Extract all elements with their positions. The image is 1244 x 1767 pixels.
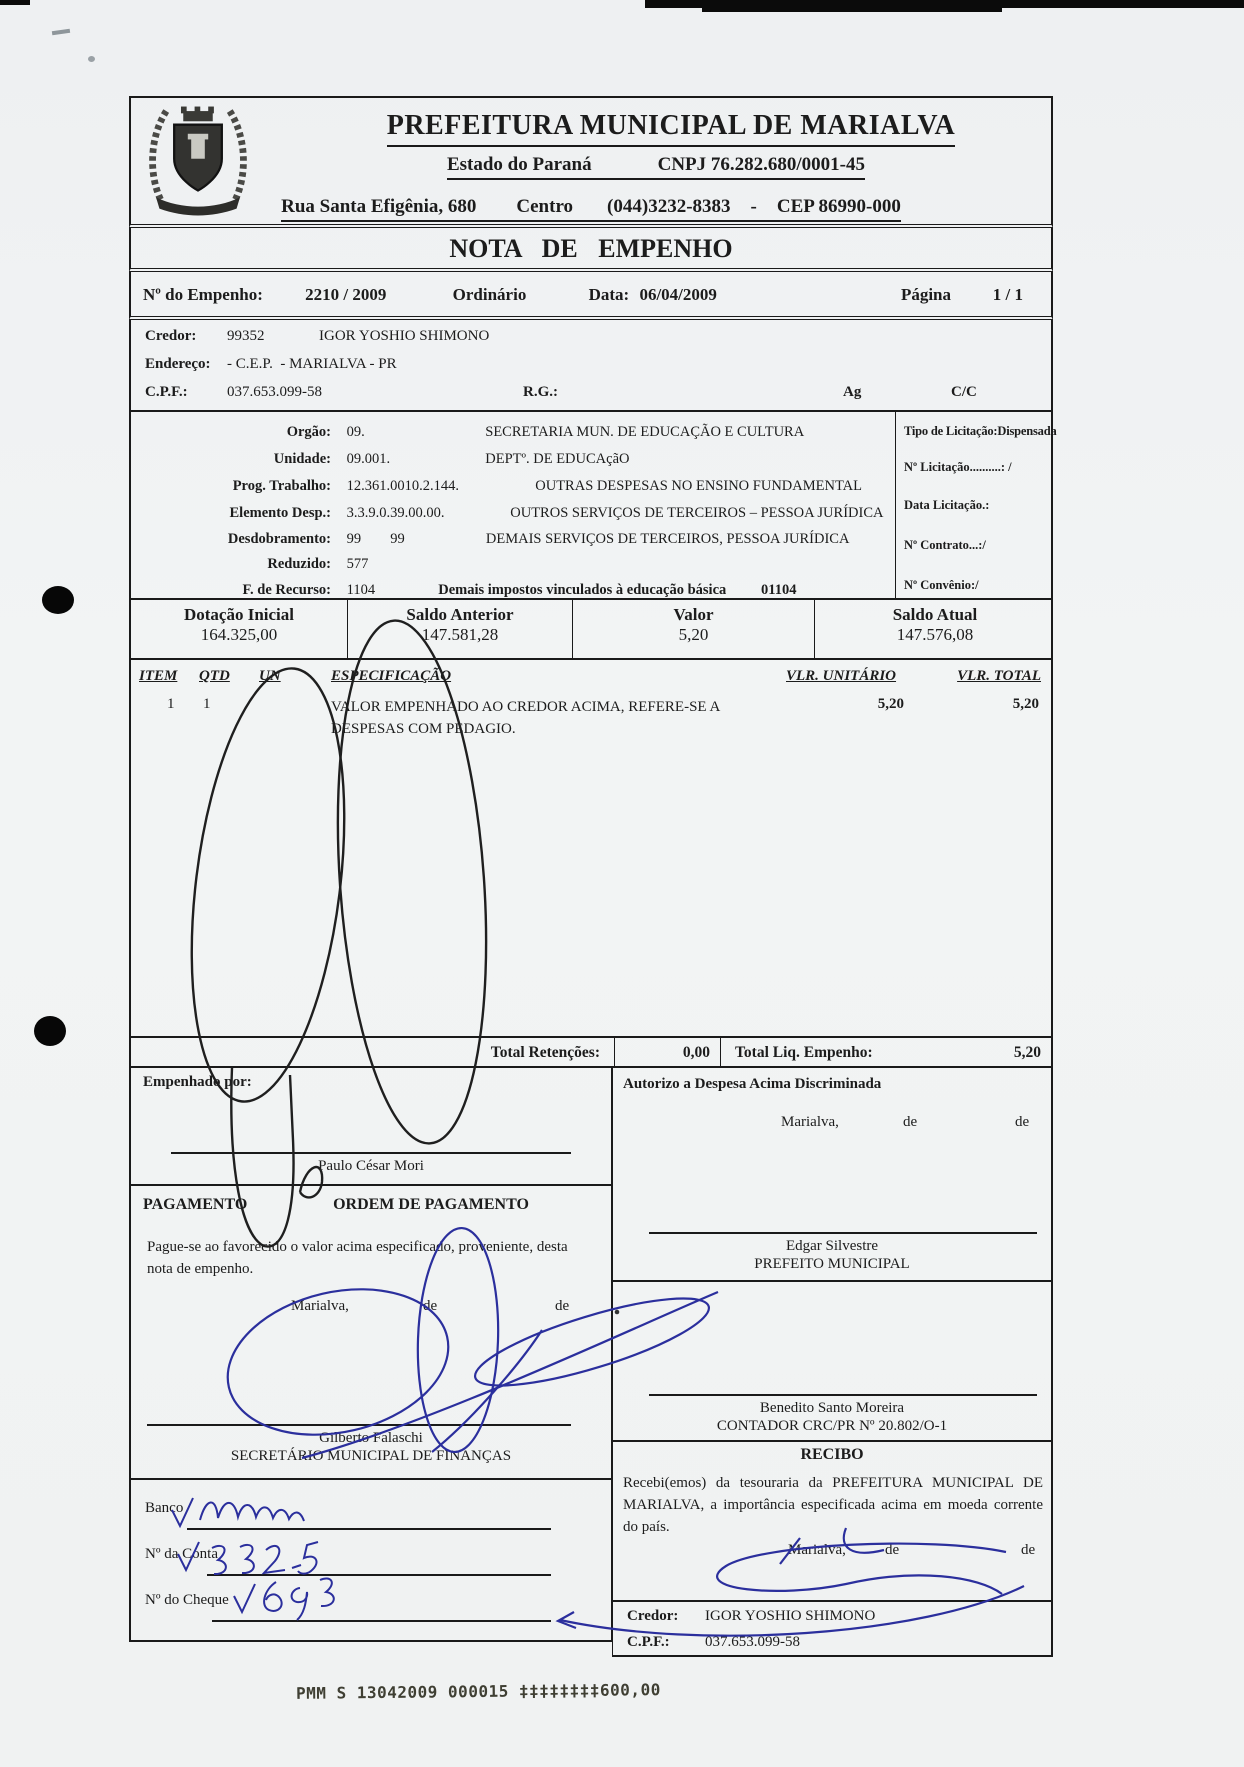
document-title-band xyxy=(129,228,1053,272)
empenho-date-label: Data: xyxy=(588,285,630,304)
receipt-creditor-row xyxy=(613,1600,1051,1657)
authorization-city: Marialva, xyxy=(781,1114,839,1130)
receipt-creditor-name: IGOR YOSHIO SHIMONO xyxy=(705,1608,876,1624)
items-area xyxy=(129,660,1053,1036)
net-total-label: Total Liq. Empenho: xyxy=(735,1044,873,1061)
row-code2: 99 xyxy=(390,531,405,547)
classification-row xyxy=(131,582,797,599)
finance-secretary-name: Gilberto Falaschi xyxy=(319,1430,423,1446)
cheque-number-label: Nº do Cheque xyxy=(145,1592,229,1608)
row-code: 3.3.9.0.39.00.00. xyxy=(346,505,445,521)
cheque-line xyxy=(212,1620,551,1622)
licitacao-column xyxy=(895,412,1055,598)
row-desc: Demais impostos vinculados à educação básica xyxy=(438,582,727,598)
row-code: 09.001. xyxy=(346,451,391,467)
row-code: 1104 xyxy=(346,582,376,598)
pen-smudge xyxy=(88,56,95,62)
payment-order-box xyxy=(131,1186,611,1480)
dotacao-value: 5,20 xyxy=(678,625,709,644)
item-description: VALOR EMPENHADO AO CREDOR ACIMA, REFERE-SE A DESPESAS COM PEDAGIO. xyxy=(331,699,720,737)
row-desc: OUTRAS DESPESAS NO ENSINO FUNDAMENTAL xyxy=(535,478,862,494)
page-title: PREFEITURA MUNICIPAL DE MARIALVA xyxy=(387,110,956,147)
header-phone: (044)3232-8383 xyxy=(607,196,731,217)
cpf-value: 037.653.099-58 xyxy=(227,384,322,400)
classification-row xyxy=(131,531,849,548)
dot-matrix-print: PMM S 13042009 000015 ‡‡‡‡‡‡‡‡600,00 xyxy=(295,1680,661,1703)
net-total-value: 5,20 xyxy=(1013,1044,1041,1061)
dotacao-header: Dotação Inicial xyxy=(183,605,295,624)
signature-line xyxy=(649,1232,1037,1234)
header-dash: - xyxy=(750,196,757,217)
agency-label: Ag xyxy=(843,384,862,400)
net-total-cell xyxy=(720,1038,1055,1066)
totals-row xyxy=(129,1036,1053,1068)
header-street: Rua Santa Efigênia, 680 xyxy=(281,196,477,217)
receipt-creditor-label: Credor: xyxy=(627,1608,679,1624)
row-code: 577 xyxy=(346,556,369,572)
item-unit-value: 5,20 xyxy=(877,696,904,712)
classification-row xyxy=(131,451,630,468)
empenho-number-label: Nº do Empenho: xyxy=(143,285,263,304)
committed-by-name: Paulo César Mori xyxy=(318,1158,424,1174)
address-label: Endereço: xyxy=(145,356,211,372)
header-state: Estado do Paraná xyxy=(446,154,592,175)
items-col-header: VLR. TOTAL xyxy=(957,668,1041,684)
items-col-header: QTD xyxy=(199,668,230,684)
committed-by-label: Empenhado por: xyxy=(143,1074,252,1090)
account-line xyxy=(207,1574,551,1576)
retentions-cell xyxy=(131,1038,614,1066)
signature-line xyxy=(649,1394,1037,1396)
items-col-header: UN xyxy=(259,668,281,684)
row-label: Elemento Desp.: xyxy=(229,505,331,521)
payment-city: Marialva, xyxy=(291,1298,349,1314)
receipt-city: Marialva, xyxy=(788,1542,846,1558)
hole-punch-mark xyxy=(34,1016,66,1046)
receipt-cpf-value: 037.653.099-58 xyxy=(705,1634,800,1650)
receipt-body: Recebi(emos) da tesouraria da PREFEITURA MUNICIPAL DE MARIALVA, a importância especificada acima em moeda corrente do país. xyxy=(623,1475,1043,1535)
document-title: NOTA DE EMPENHO xyxy=(449,234,733,263)
rg-label: R.G.: xyxy=(523,384,558,400)
signature-line xyxy=(171,1152,571,1154)
empenho-number-row xyxy=(129,272,1053,320)
classification-row xyxy=(131,424,804,441)
cpf-label: C.P.F.: xyxy=(145,384,188,400)
dotacao-cell xyxy=(572,600,814,658)
dotacao-cell xyxy=(347,600,572,658)
receipt-de: de xyxy=(1021,1542,1036,1558)
classification-row xyxy=(131,505,883,522)
row-label: Orgão: xyxy=(286,424,331,440)
payment-title: PAGAMENTO xyxy=(143,1196,248,1213)
right-column xyxy=(612,1068,1053,1657)
receipt-title: RECIBO xyxy=(800,1446,864,1463)
page-number-label: Página xyxy=(900,285,951,304)
empenho-number-value: 2210 / 2009 xyxy=(305,285,387,304)
account-label: C/C xyxy=(951,384,977,400)
authorization-de: de xyxy=(1015,1114,1030,1130)
receipt-de: de xyxy=(885,1542,900,1558)
retentions-label: Total Retenções: xyxy=(490,1044,600,1061)
licitacao-line: Data Licitação.: xyxy=(904,498,990,512)
empenho-type: Ordinário xyxy=(452,285,527,304)
row-desc: OUTROS SERVIÇOS DE TERCEIROS – PESSOA JURÍDICA xyxy=(510,505,884,521)
creditor-box xyxy=(129,320,1053,412)
header-cnpj: CNPJ 76.282.680/0001-45 xyxy=(657,154,866,175)
classification-row xyxy=(131,478,862,495)
accountant-role: CONTADOR CRC/PR Nº 20.802/O-1 xyxy=(716,1418,948,1434)
licitacao-line: Nº Licitação..........: / xyxy=(904,460,1012,474)
row-desc: DEPTº. DE EDUCAçãO xyxy=(485,451,630,467)
authorization-de: de xyxy=(903,1114,918,1130)
dotacao-header: Saldo Atual xyxy=(892,605,978,624)
items-col-header: ITEM xyxy=(139,668,178,684)
accountant-name: Benedito Santo Moreira xyxy=(759,1400,905,1416)
row-desc: SECRETARIA MUN. DE EDUCAÇÃO E CULTURA xyxy=(485,424,805,440)
authorization-title: Autorizo a Despesa Acima Discriminada xyxy=(623,1076,882,1092)
budget-classification-box xyxy=(129,412,1057,600)
header-cep: CEP 86990-000 xyxy=(776,196,901,217)
payment-order-body: Pague-se ao favorecido o valor acima especificado, proveniente, desta nota de empenho. xyxy=(147,1239,568,1277)
scan-edge-bar xyxy=(0,0,30,5)
authorization-box xyxy=(613,1068,1051,1282)
row-label: F. de Recurso: xyxy=(242,582,331,598)
row-code: 12.361.0010.2.144. xyxy=(346,478,459,494)
committed-by-box xyxy=(131,1068,611,1186)
creditor-label: Credor: xyxy=(145,328,197,344)
header-district: Centro xyxy=(516,196,574,217)
mayor-name: Edgar Silvestre xyxy=(785,1238,879,1254)
hole-punch-mark xyxy=(42,586,74,614)
item-total-value: 5,20 xyxy=(1012,696,1039,712)
bank-label: Banco xyxy=(145,1500,184,1516)
row-label: Prog. Trabalho: xyxy=(232,478,331,494)
row-code: 99 xyxy=(346,531,362,547)
accountant-box xyxy=(613,1282,1051,1442)
dotacao-header: Saldo Anterior xyxy=(406,605,514,624)
bank-line xyxy=(187,1528,551,1530)
classification-row xyxy=(131,556,482,573)
bank-box xyxy=(131,1480,611,1642)
dotacao-cell xyxy=(814,600,1055,658)
resource-code: 01104 xyxy=(761,582,797,598)
page-number-value: 1 / 1 xyxy=(992,285,1023,304)
row-label: Unidade: xyxy=(273,451,331,467)
pen-smudge xyxy=(52,29,70,35)
dotacao-cell xyxy=(131,600,347,658)
receipt-box xyxy=(613,1442,1051,1657)
dotacao-value: 147.581,28 xyxy=(421,625,499,644)
account-number-label: Nº da Conta xyxy=(145,1546,218,1562)
budget-balance-table xyxy=(129,600,1053,660)
licitacao-line: Nº Contrato...:/ xyxy=(904,538,986,552)
item-number: 1 xyxy=(167,696,175,712)
address-value: - C.E.P. - MARIALVA - PR xyxy=(227,356,397,372)
creditor-name: IGOR YOSHIO SHIMONO xyxy=(319,328,490,344)
receipt-cpf-label: C.P.F.: xyxy=(627,1634,670,1650)
empenho-date-value: 06/04/2009 xyxy=(639,285,717,304)
dotacao-value: 147.576,08 xyxy=(896,625,974,644)
item-quantity: 1 xyxy=(203,696,211,712)
licitacao-line: Tipo de Licitação:Dispensada xyxy=(904,424,1057,438)
payment-order-title: ORDEM DE PAGAMENTO xyxy=(333,1196,529,1213)
licitacao-line: Nº Convênio:/ xyxy=(904,578,979,592)
retentions-value-cell xyxy=(614,1038,720,1066)
left-column xyxy=(129,1068,612,1642)
row-label: Desdobramento: xyxy=(227,531,331,547)
payment-de: de xyxy=(555,1298,570,1314)
items-col-header: ESPECIFICAÇÃO xyxy=(331,668,452,684)
row-desc: DEMAIS SERVIÇOS DE TERCEIROS, PESSOA JURÍDICA xyxy=(485,531,850,547)
payment-de: de xyxy=(423,1298,438,1314)
row-code: 09. xyxy=(346,424,365,440)
dotacao-header: Valor xyxy=(673,605,714,624)
row-label: Reduzido: xyxy=(267,556,331,572)
dotacao-value: 164.325,00 xyxy=(200,625,278,644)
creditor-code: 99352 xyxy=(227,328,265,344)
signature-line xyxy=(147,1424,571,1426)
scan-edge-bar xyxy=(702,0,1002,12)
items-col-header: VLR. UNITÁRIO xyxy=(786,668,897,684)
letterhead xyxy=(129,96,1053,228)
mayor-role: PREFEITO MUNICIPAL xyxy=(754,1256,910,1272)
finance-secretary-role: SECRETÁRIO MUNICIPAL DE FINANÇAS xyxy=(230,1448,512,1464)
retentions-value: 0,00 xyxy=(682,1044,710,1061)
